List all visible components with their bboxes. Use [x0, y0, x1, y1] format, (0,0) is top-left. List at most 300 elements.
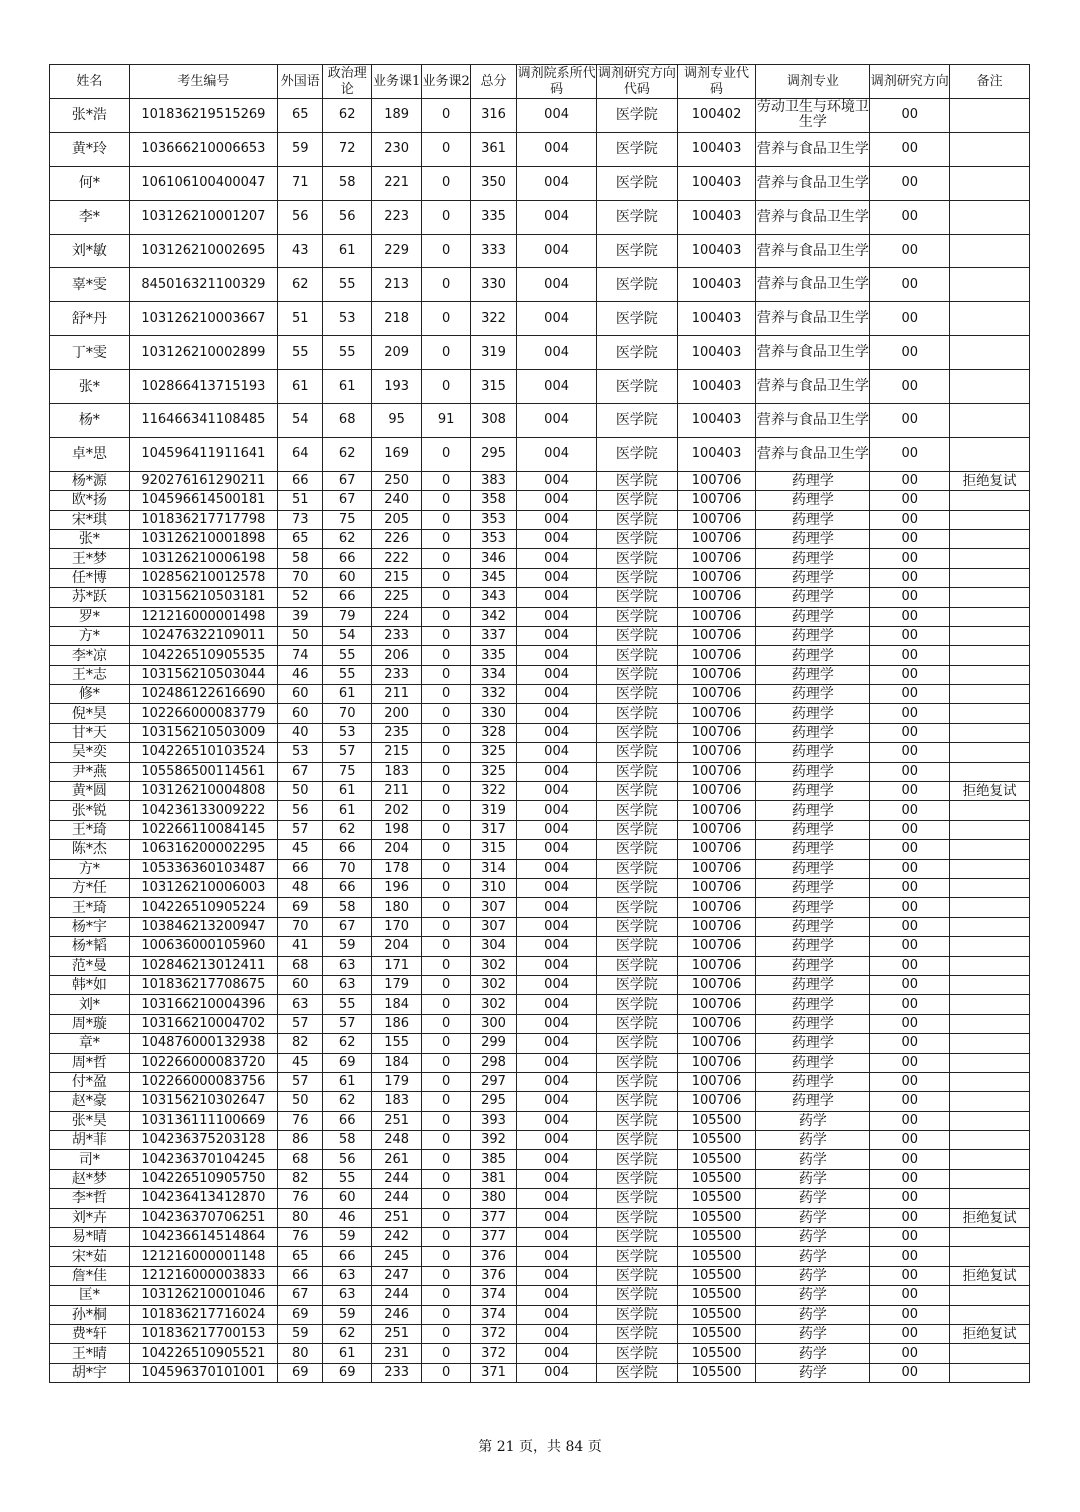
cell-name: 黄*玲: [50, 132, 130, 166]
cell-total: 322: [470, 782, 516, 801]
cell-name: 刘*: [50, 995, 130, 1014]
cell-direction: 00: [870, 607, 950, 626]
cell-subject2: 0: [422, 166, 470, 200]
cell-major-code: 100706: [677, 1053, 756, 1072]
cell-direction: 00: [870, 1131, 950, 1150]
cell-remark: [950, 1363, 1030, 1382]
cell-major-code: 100706: [677, 646, 756, 665]
cell-remark: [950, 588, 1030, 607]
cell-foreign-language: 56: [278, 200, 323, 234]
cell-foreign-language: 74: [278, 646, 323, 665]
cell-remark: [950, 859, 1030, 878]
cell-major-code: 100706: [677, 820, 756, 839]
cell-major: 营养与食品卫生学: [756, 132, 870, 166]
cell-total: 380: [470, 1189, 516, 1208]
cell-remark: [950, 975, 1030, 994]
cell-foreign-language: 82: [278, 1034, 323, 1053]
cell-total: 335: [470, 200, 516, 234]
cell-major: 劳动卫生与环境卫生学: [756, 99, 869, 131]
cell-major: 药理学: [756, 743, 870, 762]
cell-remark: [950, 801, 1030, 820]
cell-research-code: 医学院: [596, 437, 677, 471]
cell-exam-id: 103166210004702: [129, 1014, 277, 1033]
cell-foreign-language: 45: [278, 1053, 323, 1072]
cell-total: 376: [470, 1247, 516, 1266]
cell-direction: 00: [870, 937, 950, 956]
cell-total: 304: [470, 937, 516, 956]
cell-name: 倪*昊: [50, 704, 130, 723]
cell-name: 周*璇: [50, 1014, 130, 1033]
cell-subject1: 183: [371, 762, 421, 781]
cell-direction: 00: [870, 1053, 950, 1072]
cell-research-code: 医学院: [596, 99, 677, 133]
cell-direction: 00: [870, 1305, 950, 1324]
table-row: [50, 840, 1030, 859]
cell-name: 张*锐: [50, 801, 130, 820]
table-row: [50, 956, 1030, 975]
cell-remark: [950, 1247, 1030, 1266]
cell-major: 药理学: [756, 549, 870, 568]
cell-name: 司*: [50, 1150, 130, 1169]
cell-total: 299: [470, 1034, 516, 1053]
cell-total: 393: [470, 1111, 516, 1130]
cell-total: 330: [470, 704, 516, 723]
cell-major: 药理学: [756, 626, 870, 645]
cell-research-code: 医学院: [596, 879, 677, 898]
cell-direction: 00: [870, 820, 950, 839]
cell-direction: 00: [870, 859, 950, 878]
table-row: [50, 898, 1030, 917]
cell-subject2: 0: [422, 549, 470, 568]
cell-dept-code: 004: [517, 1169, 597, 1188]
cell-foreign-language: 50: [278, 782, 323, 801]
cell-politics: 46: [323, 1208, 371, 1227]
cell-subject2: 0: [422, 336, 470, 370]
cell-remark: [950, 995, 1030, 1014]
cell-research-code: 医学院: [596, 1111, 677, 1130]
cell-subject2: 0: [422, 743, 470, 762]
cell-remark: [950, 1286, 1030, 1305]
cell-exam-id: 121216000003833: [129, 1266, 277, 1285]
cell-name: 方*任: [50, 879, 130, 898]
cell-major: 营养与食品卫生学: [756, 234, 870, 268]
cell-major-code: 105500: [677, 1266, 756, 1285]
cell-politics: 55: [323, 336, 371, 370]
cell-major-code: 100706: [677, 665, 756, 684]
cell-subject2: 0: [422, 510, 470, 529]
cell-foreign-language: 62: [278, 268, 323, 302]
cell-total: 307: [470, 898, 516, 917]
cell-direction: 00: [870, 1111, 950, 1130]
cell-research-code: 医学院: [596, 1034, 677, 1053]
cell-dept-code: 004: [517, 898, 597, 917]
cell-foreign-language: 57: [278, 1014, 323, 1033]
cell-research-code: 医学院: [596, 510, 677, 529]
cell-subject2: 0: [422, 1092, 470, 1111]
cell-major-code: 100706: [677, 879, 756, 898]
cell-total: 374: [470, 1286, 516, 1305]
header-politics: 政治理论: [323, 65, 371, 99]
cell-politics: 61: [323, 782, 371, 801]
cell-exam-id: 103156210503181: [129, 588, 277, 607]
cell-remark: 拒绝复试: [950, 1324, 1030, 1343]
cell-research-code: 医学院: [596, 1305, 677, 1324]
cell-dept-code: 004: [517, 99, 597, 133]
cell-politics: 63: [323, 1266, 371, 1285]
cell-name: 刘*卉: [50, 1208, 130, 1227]
cell-research-code: 医学院: [596, 859, 677, 878]
cell-remark: [950, 898, 1030, 917]
table-row: [50, 685, 1030, 704]
cell-dept-code: 004: [517, 723, 597, 742]
cell-subject1: 235: [371, 723, 421, 742]
cell-major-code: 100706: [677, 549, 756, 568]
cell-subject1: 204: [371, 937, 421, 956]
cell-total: 337: [470, 626, 516, 645]
cell-exam-id: 102486122616690: [129, 685, 277, 704]
cell-name: 匡*: [50, 1286, 130, 1305]
cell-dept-code: 004: [517, 975, 597, 994]
cell-subject2: 0: [422, 471, 470, 490]
cell-dept-code: 004: [517, 1324, 597, 1343]
cell-total: 346: [470, 549, 516, 568]
cell-research-code: 医学院: [596, 588, 677, 607]
cell-remark: 拒绝复试: [950, 1266, 1030, 1285]
cell-dept-code: 004: [517, 820, 597, 839]
cell-exam-id: 101836217708675: [129, 975, 277, 994]
cell-dept-code: 004: [517, 471, 597, 490]
cell-exam-id: 121216000001148: [129, 1247, 277, 1266]
cell-exam-id: 103126210002899: [129, 336, 277, 370]
cell-subject2: 0: [422, 437, 470, 471]
cell-remark: [950, 879, 1030, 898]
cell-foreign-language: 45: [278, 840, 323, 859]
cell-subject2: 0: [422, 1072, 470, 1091]
cell-politics: 61: [323, 685, 371, 704]
header-direction: 调剂研究方向: [870, 65, 950, 99]
table-row: [50, 782, 1030, 801]
cell-dept-code: 004: [517, 995, 597, 1014]
cell-exam-id: 104236614514864: [129, 1228, 277, 1247]
cell-dept-code: 004: [517, 1092, 597, 1111]
cell-foreign-language: 66: [278, 1266, 323, 1285]
cell-dept-code: 004: [517, 1266, 597, 1285]
table-row: [50, 665, 1030, 684]
cell-major-code: 105500: [677, 1228, 756, 1247]
cell-politics: 61: [323, 1072, 371, 1091]
cell-direction: 00: [870, 665, 950, 684]
cell-name: 胡*菲: [50, 1131, 130, 1150]
cell-major: 药理学: [756, 607, 870, 626]
cell-total: 385: [470, 1150, 516, 1169]
cell-dept-code: 004: [517, 1053, 597, 1072]
cell-foreign-language: 41: [278, 937, 323, 956]
cell-total: 319: [470, 801, 516, 820]
cell-direction: 00: [870, 1169, 950, 1188]
cell-subject2: 0: [422, 801, 470, 820]
cell-subject2: 0: [422, 723, 470, 742]
cell-direction: 00: [870, 917, 950, 936]
cell-major-code: 100403: [677, 132, 756, 166]
cell-name: 修*: [50, 685, 130, 704]
cell-direction: 00: [870, 723, 950, 742]
cell-politics: 61: [323, 234, 371, 268]
cell-subject2: 0: [422, 1344, 470, 1363]
cell-subject1: 215: [371, 568, 421, 587]
cell-total: 325: [470, 762, 516, 781]
cell-major: 药理学: [756, 801, 870, 820]
cell-research-code: 医学院: [596, 646, 677, 665]
cell-name: 王*琦: [50, 820, 130, 839]
cell-remark: [950, 762, 1030, 781]
cell-major: 药学: [756, 1266, 870, 1285]
cell-foreign-language: 70: [278, 917, 323, 936]
cell-name: 詹*佳: [50, 1266, 130, 1285]
cell-major: 营养与食品卫生学: [756, 200, 870, 234]
cell-politics: 61: [323, 1344, 371, 1363]
cell-research-code: 医学院: [596, 1053, 677, 1072]
cell-subject2: 0: [422, 1228, 470, 1247]
table-row: [50, 404, 1030, 438]
cell-total: 381: [470, 1169, 516, 1188]
cell-research-code: 医学院: [596, 723, 677, 742]
cell-foreign-language: 66: [278, 471, 323, 490]
cell-politics: 66: [323, 588, 371, 607]
cell-subject1: 211: [371, 685, 421, 704]
cell-foreign-language: 61: [278, 370, 323, 404]
cell-remark: 拒绝复试: [950, 471, 1030, 490]
cell-foreign-language: 59: [278, 1324, 323, 1343]
cell-total: 334: [470, 665, 516, 684]
cell-foreign-language: 80: [278, 1208, 323, 1227]
cell-subject2: 0: [422, 859, 470, 878]
cell-foreign-language: 73: [278, 510, 323, 529]
cell-major: 药理学: [756, 995, 870, 1014]
header-row: [50, 65, 1030, 99]
cell-major-code: 100706: [677, 685, 756, 704]
cell-direction: 00: [870, 336, 950, 370]
cell-name: 任*博: [50, 568, 130, 587]
cell-subject1: 183: [371, 1092, 421, 1111]
cell-remark: [950, 302, 1030, 336]
cell-research-code: 医学院: [596, 1286, 677, 1305]
cell-direction: 00: [870, 491, 950, 510]
cell-major-code: 100403: [677, 200, 756, 234]
cell-dept-code: 004: [517, 200, 597, 234]
cell-research-code: 医学院: [596, 801, 677, 820]
table-row: [50, 491, 1030, 510]
cell-major: 药理学: [756, 840, 870, 859]
cell-research-code: 医学院: [596, 898, 677, 917]
cell-major-code: 105500: [677, 1208, 756, 1227]
cell-subject1: 198: [371, 820, 421, 839]
cell-total: 392: [470, 1131, 516, 1150]
table-row: [50, 937, 1030, 956]
cell-dept-code: 004: [517, 879, 597, 898]
table-row: [50, 879, 1030, 898]
cell-remark: [950, 268, 1030, 302]
cell-name: 张*: [50, 529, 130, 548]
footer-suffix: 页: [583, 1439, 602, 1455]
cell-remark: [950, 568, 1030, 587]
cell-research-code: 医学院: [596, 1014, 677, 1033]
table-row: [50, 588, 1030, 607]
cell-research-code: 医学院: [596, 471, 677, 490]
table-row: [50, 1228, 1030, 1247]
table-row: [50, 723, 1030, 742]
cell-subject2: 0: [422, 1131, 470, 1150]
cell-politics: 62: [323, 1092, 371, 1111]
header-foreign-language: 外国语: [278, 65, 323, 99]
cell-major-code: 100706: [677, 1034, 756, 1053]
cell-politics: 75: [323, 510, 371, 529]
cell-major-code: 100403: [677, 437, 756, 471]
header-major: 调剂专业: [756, 65, 870, 99]
cell-subject2: 0: [422, 200, 470, 234]
cell-total: 328: [470, 723, 516, 742]
cell-research-code: 医学院: [596, 1324, 677, 1343]
cell-research-code: 医学院: [596, 626, 677, 645]
cell-remark: [950, 1189, 1030, 1208]
cell-name: 尹*燕: [50, 762, 130, 781]
cell-subject1: 206: [371, 646, 421, 665]
cell-direction: 00: [870, 132, 950, 166]
cell-name: 胡*宇: [50, 1363, 130, 1382]
cell-dept-code: 004: [517, 1344, 597, 1363]
cell-politics: 66: [323, 840, 371, 859]
cell-foreign-language: 50: [278, 626, 323, 645]
cell-remark: [950, 1131, 1030, 1150]
cell-exam-id: 104596411911641: [129, 437, 277, 471]
cell-exam-id: 104236375203128: [129, 1131, 277, 1150]
cell-politics: 62: [323, 820, 371, 839]
cell-research-code: 医学院: [596, 549, 677, 568]
cell-exam-id: 100636000105960: [129, 937, 277, 956]
cell-politics: 58: [323, 898, 371, 917]
cell-subject1: 170: [371, 917, 421, 936]
cell-direction: 00: [870, 1189, 950, 1208]
cell-dept-code: 004: [517, 917, 597, 936]
cell-name: 苏*跃: [50, 588, 130, 607]
cell-politics: 69: [323, 1053, 371, 1072]
cell-name: 杨*源: [50, 471, 130, 490]
cell-foreign-language: 64: [278, 437, 323, 471]
cell-name: 罗*: [50, 607, 130, 626]
cell-subject1: 189: [371, 99, 421, 133]
cell-foreign-language: 50: [278, 1092, 323, 1111]
cell-subject1: 230: [371, 132, 421, 166]
cell-remark: [950, 132, 1030, 166]
cell-dept-code: 004: [517, 1111, 597, 1130]
cell-major-code: 100706: [677, 859, 756, 878]
cell-major-code: 105500: [677, 1247, 756, 1266]
cell-major-code: 100706: [677, 898, 756, 917]
cell-major: 药理学: [756, 704, 870, 723]
cell-name: 周*哲: [50, 1053, 130, 1072]
cell-total: 361: [470, 132, 516, 166]
cell-dept-code: 004: [517, 1363, 597, 1382]
cell-name: 王*晴: [50, 1344, 130, 1363]
cell-politics: 69: [323, 1363, 371, 1382]
cell-name: 方*: [50, 626, 130, 645]
cell-exam-id: 106106100400047: [129, 166, 277, 200]
cell-direction: 00: [870, 549, 950, 568]
cell-name: 李*凉: [50, 646, 130, 665]
table-row: [50, 471, 1030, 490]
cell-remark: [950, 646, 1030, 665]
cell-subject2: 0: [422, 1305, 470, 1324]
cell-dept-code: 004: [517, 437, 597, 471]
cell-politics: 67: [323, 471, 371, 490]
cell-major-code: 105500: [677, 1189, 756, 1208]
cell-total: 376: [470, 1266, 516, 1285]
cell-research-code: 医学院: [596, 917, 677, 936]
cell-direction: 00: [870, 995, 950, 1014]
cell-exam-id: 104226510905535: [129, 646, 277, 665]
cell-politics: 62: [323, 1324, 371, 1343]
cell-subject1: 221: [371, 166, 421, 200]
cell-exam-id: 104236370706251: [129, 1208, 277, 1227]
cell-foreign-language: 57: [278, 1072, 323, 1091]
cell-subject1: 178: [371, 859, 421, 878]
cell-dept-code: 004: [517, 1228, 597, 1247]
cell-research-code: 医学院: [596, 370, 677, 404]
cell-exam-id: 116466341108485: [129, 404, 277, 438]
cell-major: 药理学: [756, 762, 870, 781]
table-row: [50, 1072, 1030, 1091]
cell-remark: [950, 685, 1030, 704]
cell-politics: 55: [323, 646, 371, 665]
table-row: [50, 302, 1030, 336]
cell-direction: 00: [870, 704, 950, 723]
cell-name: 何*: [50, 166, 130, 200]
cell-research-code: 医学院: [596, 529, 677, 548]
cell-name: 陈*杰: [50, 840, 130, 859]
cell-major-code: 100403: [677, 302, 756, 336]
cell-politics: 59: [323, 937, 371, 956]
table-row: [50, 607, 1030, 626]
cell-politics: 59: [323, 1305, 371, 1324]
cell-total: 332: [470, 685, 516, 704]
cell-major: 营养与食品卫生学: [756, 404, 870, 438]
table-row: [50, 743, 1030, 762]
cell-exam-id: 103156210503009: [129, 723, 277, 742]
cell-subject2: 0: [422, 1324, 470, 1343]
cell-major: 药学: [756, 1150, 870, 1169]
cell-direction: 00: [870, 370, 950, 404]
cell-remark: [950, 491, 1030, 510]
cell-research-code: 医学院: [596, 782, 677, 801]
cell-total: 372: [470, 1344, 516, 1363]
cell-subject1: 245: [371, 1247, 421, 1266]
cell-subject2: 0: [422, 1266, 470, 1285]
cell-major-code: 100706: [677, 529, 756, 548]
cell-exam-id: 103126210006198: [129, 549, 277, 568]
cell-name: 付*盈: [50, 1072, 130, 1091]
cell-name: 李*: [50, 200, 130, 234]
cell-remark: [950, 549, 1030, 568]
cell-exam-id: 103156210302647: [129, 1092, 277, 1111]
cell-direction: 00: [870, 1072, 950, 1091]
cell-major: 药理学: [756, 859, 870, 878]
cell-subject2: 0: [422, 820, 470, 839]
cell-total: 342: [470, 607, 516, 626]
cell-subject2: 0: [422, 975, 470, 994]
footer-page-number: 21: [496, 1439, 515, 1455]
footer-middle: 页，共: [514, 1439, 566, 1455]
cell-direction: 00: [870, 510, 950, 529]
cell-name: 范*曼: [50, 956, 130, 975]
